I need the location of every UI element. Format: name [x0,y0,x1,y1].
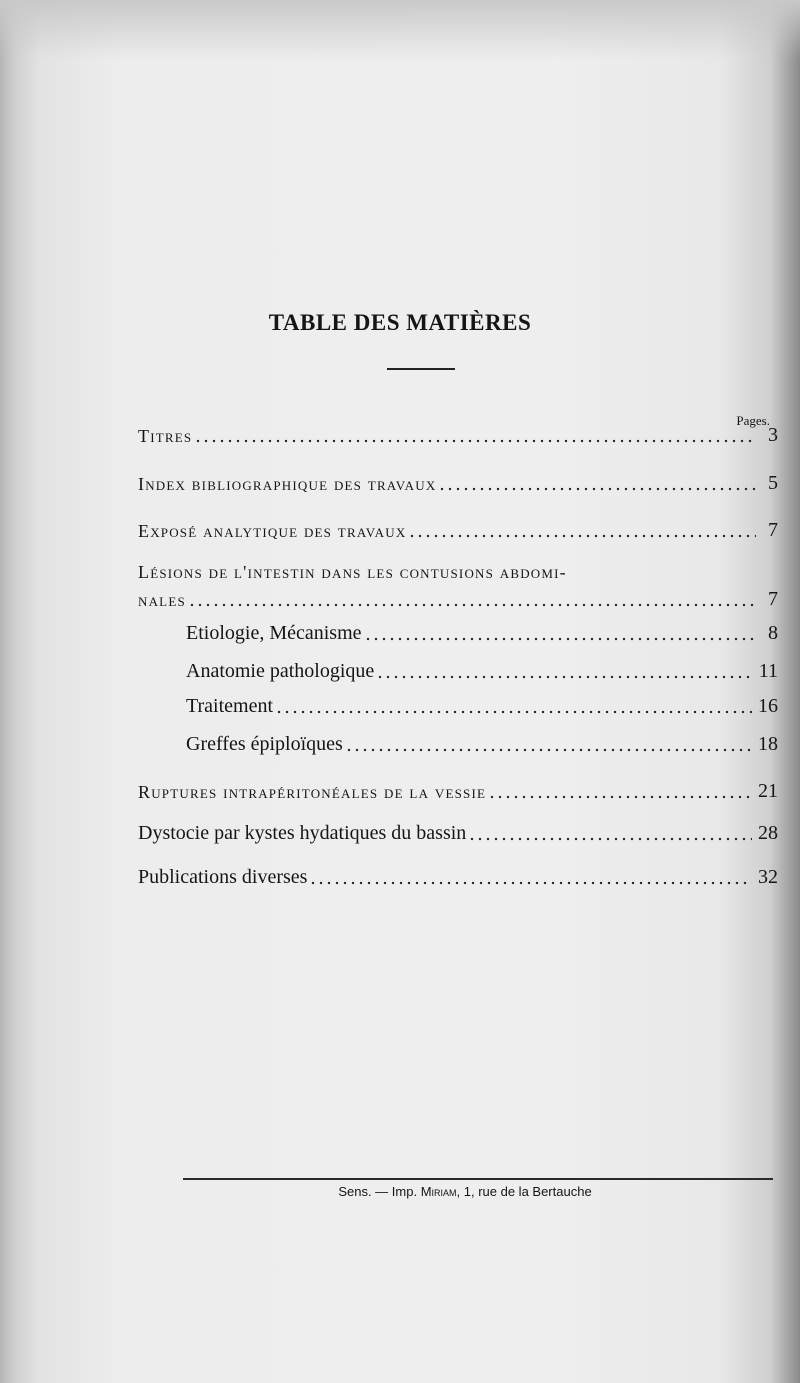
dot-leader [188,603,756,607]
toc-subentry-greffes [186,733,778,756]
toc-page-number: 3 [768,424,778,446]
toc-subentry-traitement [186,695,778,718]
toc-entry-text: Ruptures intrapéritonéales de la vessie [138,782,487,802]
toc-entry-text: Exposé analytique des travaux [138,521,407,541]
toc-page-number: 7 [768,519,778,541]
toc-entry-titres [138,424,778,447]
toc-page-number: 5 [768,472,778,494]
toc-page-number: 8 [768,622,778,644]
colophon-suffix: , 1, rue de la Bertauche [456,1184,592,1199]
dot-leader [488,795,752,799]
toc-subentry-anatomie [186,660,778,683]
toc-entry-text: Index bibliographique des travaux [138,474,437,494]
toc-entry-text: Etiologie, Mécanisme [186,622,362,644]
dot-leader [364,637,756,641]
toc-entry-text: Titres [138,426,193,446]
toc-subentry-etiologie [186,622,778,645]
toc-entry-expose [138,519,778,542]
show-through-text [130,70,770,318]
toc-page-number: 11 [758,660,778,682]
toc-page-number: 21 [758,780,778,802]
toc-page-number: 16 [758,695,778,717]
toc-entry-text: Dystocie par kystes hydatiques du bassin [138,822,467,844]
page-title: TABLE DES MATIÈRES [268,310,532,335]
toc-entry-index [138,472,778,495]
title-rule [387,368,455,370]
dot-leader [309,881,752,885]
toc-entry-text: Traitement [186,695,274,717]
toc-page-number: 18 [758,733,778,755]
dot-leader [275,710,752,714]
toc-entry-text: Anatomie pathologique [186,660,375,682]
dot-leader [408,534,756,538]
dot-leader [345,748,752,752]
printer-colophon [0,1184,800,1199]
toc-entry-ruptures [138,780,778,803]
dot-leader [376,675,752,679]
toc-entry-text: Publications diverses [138,866,308,888]
footer-rule [183,1178,773,1180]
toc-entry-lesions-line1: Lésions de l'intestin dans les contusions abdomi- [138,562,567,582]
dot-leader [194,439,756,443]
toc-entry-text: Greffes épiploïques [186,733,343,755]
dot-leader [438,487,756,491]
toc-entry-dystocie [138,822,778,845]
toc-page-number: 28 [758,822,778,844]
toc-page-number: 7 [768,588,778,610]
colophon-printer: Miriam [420,1184,457,1199]
page-shadow [0,0,800,60]
toc-entry-lesions [138,588,778,611]
pages-column-label: Pages. [736,413,770,428]
dot-leader [468,837,752,841]
colophon-prefix: Sens. — Imp. [338,1184,421,1199]
toc-page-number: 32 [758,866,778,888]
toc-entry-text: nales [138,590,186,610]
toc-entry-publications [138,866,778,889]
